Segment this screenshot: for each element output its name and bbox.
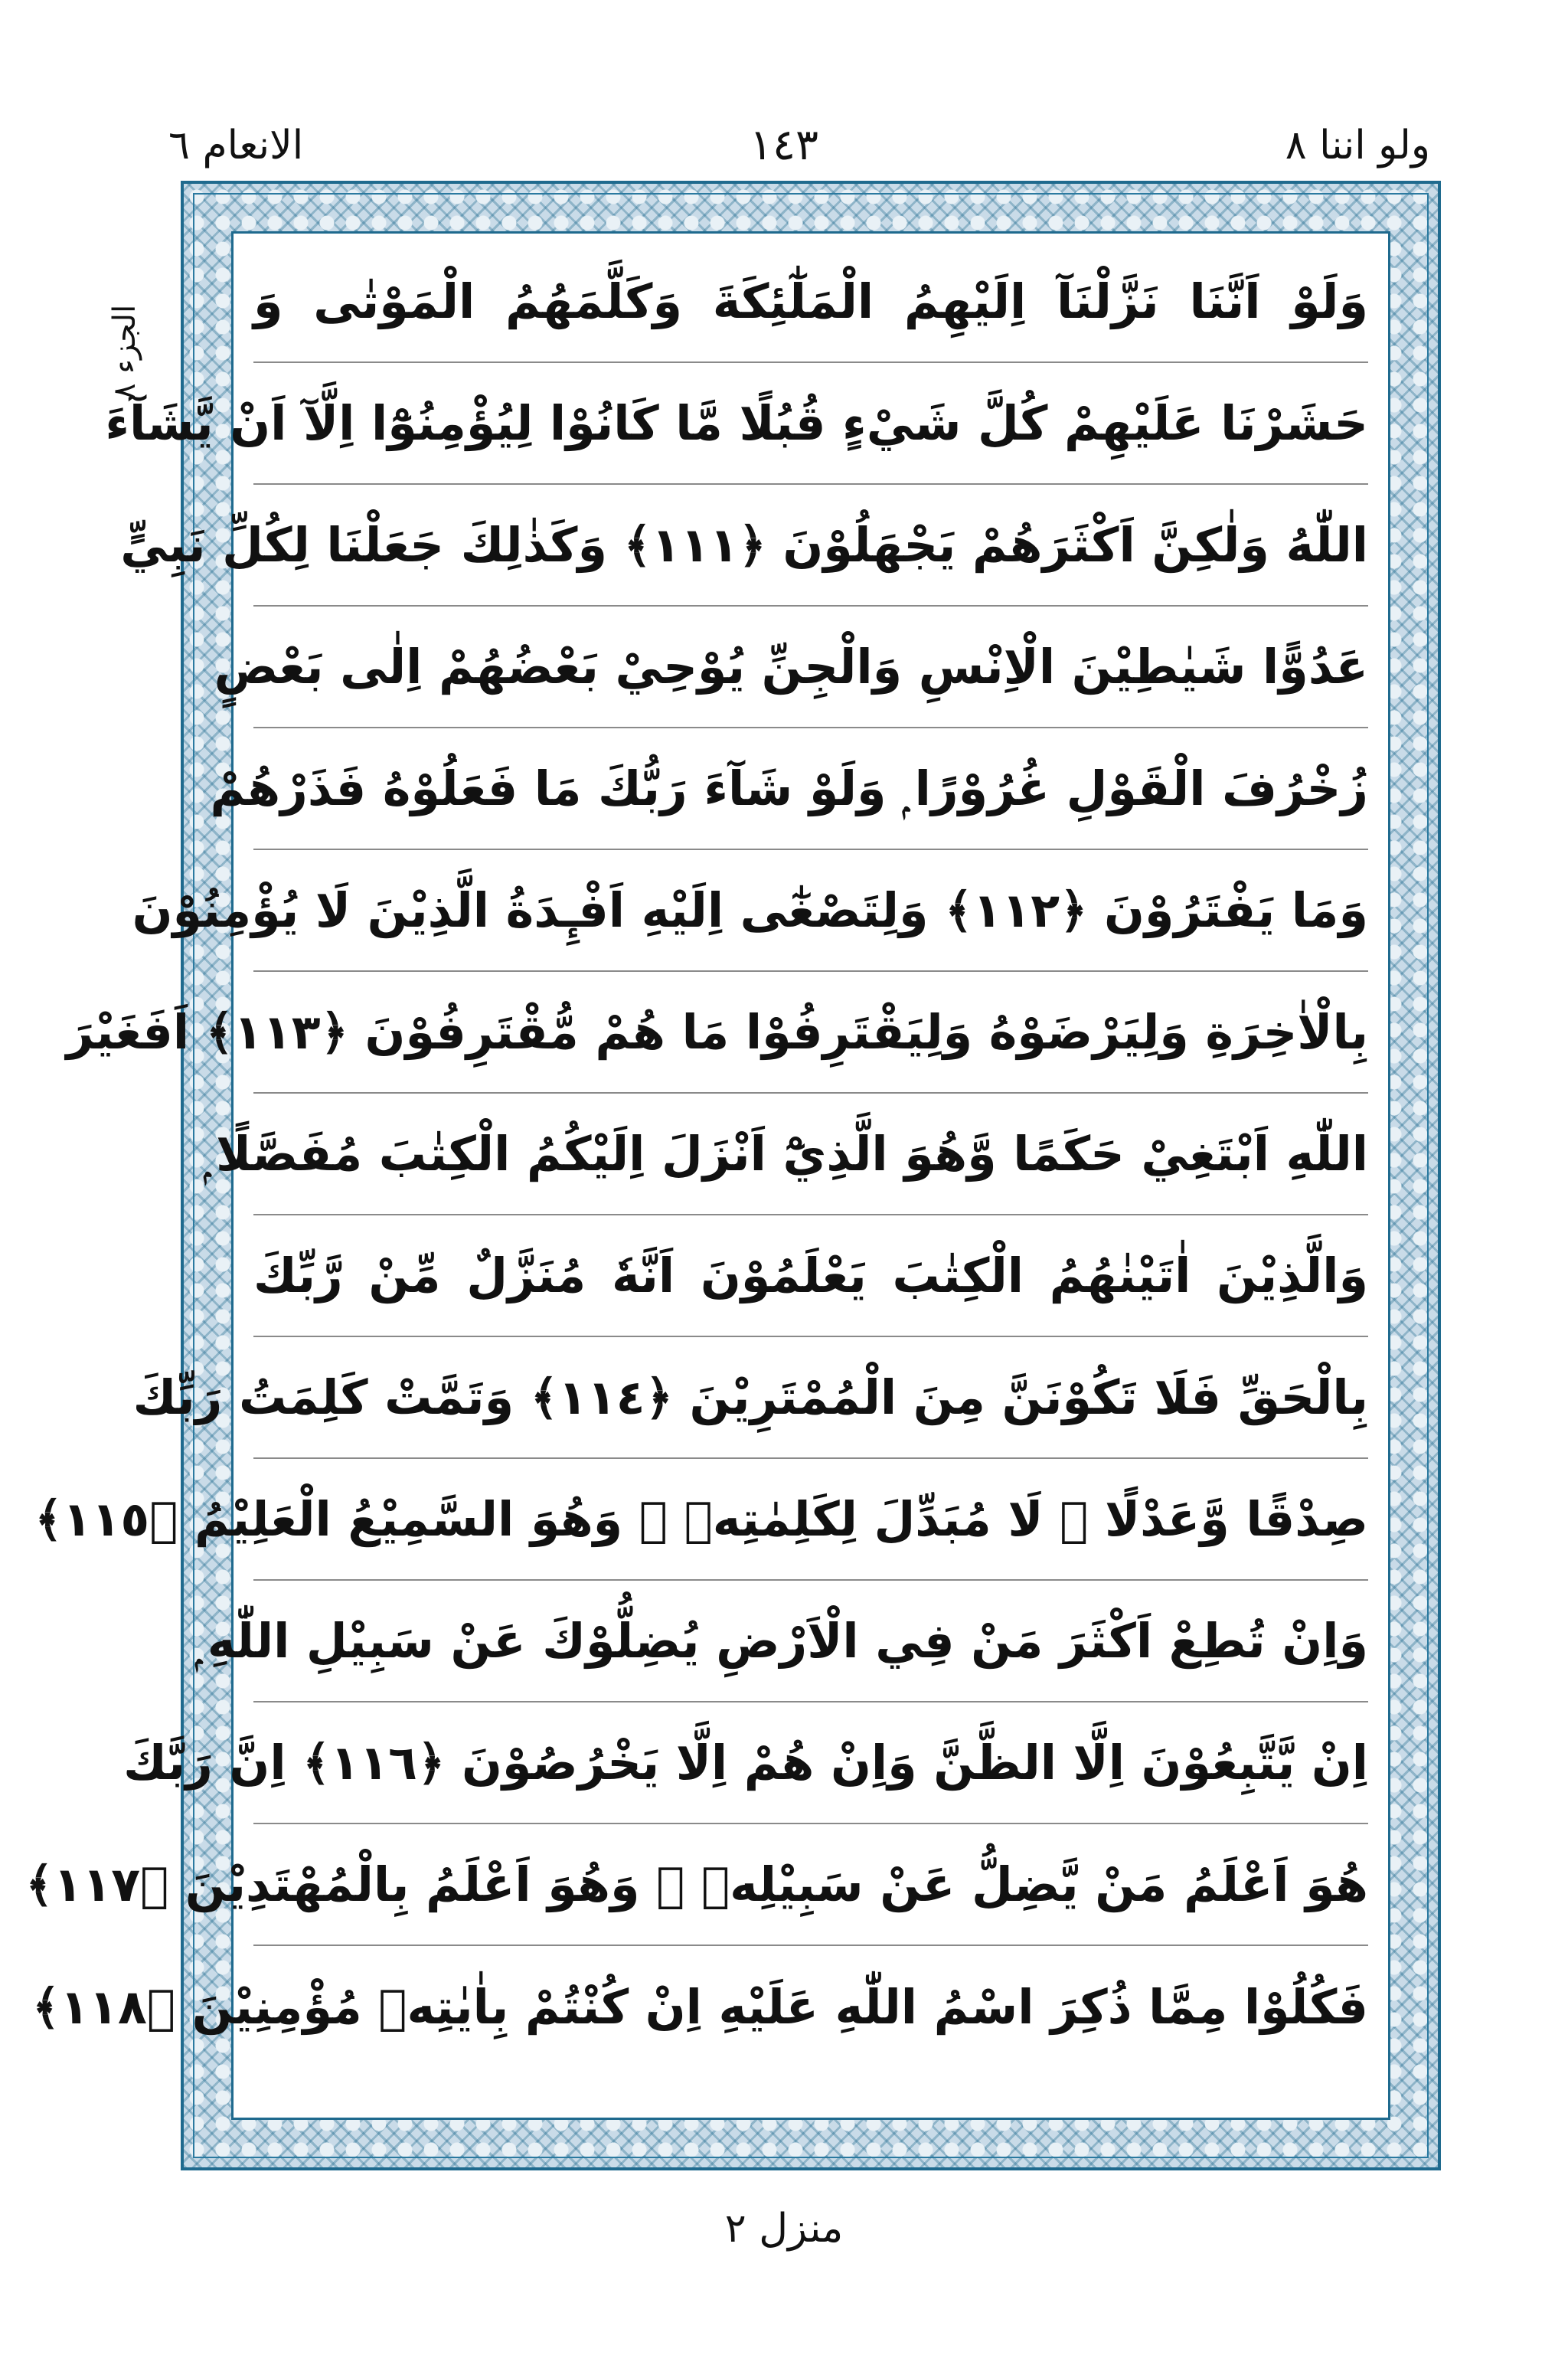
text-line — [66, 972, 1368, 1094]
line-text: اللّٰهِ اَبْتَغِيْ حَكَمًا وَّهُوَ الَّذِيْٓ اَنْزَلَ اِلَيْكُمُ الْكِتٰبَ مُفَصَّلًا ۭ — [204, 1125, 1368, 1182]
line-text: وَلَوْ اَنَّنَا نَزَّلْنَآ اِلَيْهِمُ الْمَلٰٓئِكَةَ وَكَلَّمَهُمُ الْمَوْتٰى وَ — [253, 273, 1368, 329]
text-line — [204, 1094, 1368, 1215]
text-line — [32, 1946, 1368, 2068]
line-text: وَاِنْ تُطِعْ اَكْثَرَ مَنْ فِي الْاَرْضِ يُضِلُّوْكَ عَنْ سَبِيْلِ اللّٰهِ ۭ — [195, 1612, 1368, 1669]
line-text: فَكُلُوْا مِمَّا ذُكِرَ اسْمُ اللّٰهِ عَلَيْهِ اِنْ كُنْتُمْ بِاٰيٰتِهٖ مُؤْمِنِيْنَ ﴿١١٨﴾ — [32, 1979, 1368, 2035]
text-line — [253, 1215, 1368, 1337]
line-text: حَشَرْنَا عَلَيْهِمْ كُلَّ شَيْءٍ قُبُلًا مَّا كَانُوْا لِيُؤْمِنُوْٓا اِلَّآ اَنْ يَّشَآءَ — [105, 395, 1368, 451]
text-line — [120, 485, 1368, 607]
page-header — [0, 107, 1568, 184]
line-text: اِنْ يَّتَّبِعُوْنَ اِلَّا الظَّنَّ وَاِنْ هُمْ اِلَّا يَخْرُصُوْنَ ﴿١١٦﴾ اِنَّ رَبَّكَ — [123, 1735, 1368, 1791]
text-line — [132, 1337, 1368, 1459]
line-text: بِالْاٰخِرَةِ وَلِيَرْضَوْهُ وَلِيَقْتَرِفُوْا مَا هُمْ مُّقْتَرِفُوْنَ ﴿١١٣﴾ اَفَغَيْرَ — [66, 1004, 1368, 1060]
text-line — [214, 607, 1368, 728]
line-text: صِدْقًا وَّعَدْلًا ۭ لَا مُبَدِّلَ لِكَلِمٰتِهٖ ۚ وَهُوَ السَّمِيْعُ الْعَلِيْمُ ﴿١١٥﴾ — [34, 1491, 1368, 1547]
line-text: وَمَا يَفْتَرُوْنَ ﴿١١٢﴾ وَلِتَصْغٰٓى اِلَيْهِ اَفْـِٕدَةُ الَّذِيْنَ لَا يُؤْمِنُوْنَ — [132, 882, 1368, 938]
text-line — [210, 728, 1368, 850]
text-line — [25, 1824, 1368, 1946]
page-number: ١٤٣ — [749, 120, 819, 170]
line-text: وَالَّذِيْنَ اٰتَيْنٰهُمُ الْكِتٰبَ يَعْلَمُوْنَ اَنَّهٗ مُنَزَّلٌ مِّنْ رَّبِّكَ — [253, 1248, 1368, 1303]
text-line — [105, 363, 1368, 485]
text-line — [253, 241, 1368, 363]
line-text: زُخْرُفَ الْقَوْلِ غُرُوْرًا ۭ وَلَوْ شَآءَ رَبُّكَ مَا فَعَلُوْهُ فَذَرْهُمْ — [210, 760, 1368, 816]
line-text: هُوَ اَعْلَمُ مَنْ يَّضِلُّ عَنْ سَبِيْلِهٖ ۚ وَهُوَ اَعْلَمُ بِالْمُهْتَدِيْنَ ﴿١١٧﴾ — [25, 1856, 1368, 1912]
surah-name: الانعام ٦ — [168, 123, 304, 168]
juz-name: ولو اننا ٨ — [1285, 123, 1430, 168]
text-line — [34, 1459, 1368, 1581]
side-juz-marker: الجزء ٨ — [107, 304, 142, 401]
text-line — [123, 1702, 1368, 1824]
line-text: عَدُوًّا شَيٰطِيْنَ الْاِنْسِ وَالْجِنِّ يُوْحِيْ بَعْضُهُمْ اِلٰى بَعْضٍ — [214, 639, 1368, 695]
line-text: اللّٰهُ وَلٰكِنَّ اَكْثَرَهُمْ يَجْهَلُوْنَ ﴿١١١﴾ وَكَذٰلِكَ جَعَلْنَا لِكُلِّ نَبِيٍّ — [120, 517, 1368, 573]
line-text: بِالْحَقِّ فَلَا تَكُوْنَنَّ مِنَ الْمُمْتَرِيْنَ ﴿١١٤﴾ وَتَمَّتْ كَلِمَتُ رَبِّكَ — [132, 1369, 1368, 1425]
manzil-footer: منزل ٢ — [724, 2206, 844, 2252]
text-line — [195, 1581, 1368, 1702]
text-line — [132, 850, 1368, 972]
